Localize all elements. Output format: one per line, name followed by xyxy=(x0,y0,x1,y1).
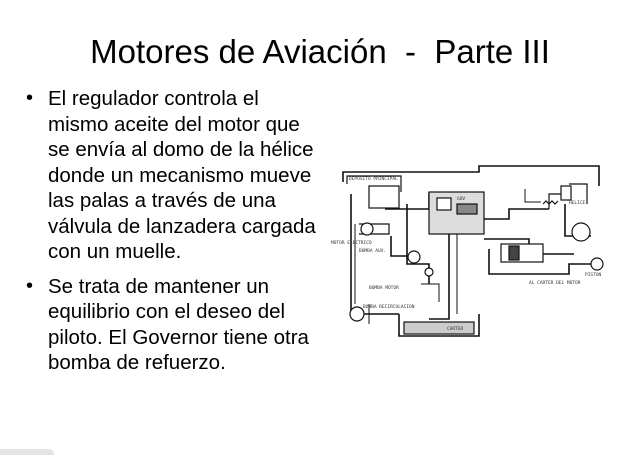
governor-oil-system-diagram xyxy=(329,164,619,341)
electric-pump-shape xyxy=(361,223,373,235)
diagram-label: BOMBA MOTOR xyxy=(369,286,399,291)
diagram-label: DEPOSITO PRINCIPAL xyxy=(349,177,398,182)
bullet-icon: • xyxy=(26,87,34,109)
diagram-label: MOTOR ELECTRICO xyxy=(331,241,372,246)
bullet-text: Se trata de mantener un equilibrio con el deseo del piloto. El Governor tiene otra bomba de refuerzo. xyxy=(48,274,309,374)
diagram-label: AL CARTER DEL MOTOR xyxy=(529,281,581,286)
diagram-label: BOMBA AUX. xyxy=(359,249,387,254)
slide-title: Motores de Aviación - Parte III xyxy=(90,33,550,71)
carter-tank-shape xyxy=(404,322,474,334)
propeller-hub-shape xyxy=(572,223,590,241)
diagram-label: GOV xyxy=(457,197,466,202)
bullet-item xyxy=(22,86,322,265)
recirculation-pump-shape xyxy=(350,307,364,321)
diagram-label: CARTER xyxy=(447,327,464,332)
slide-nav-tab[interactable] xyxy=(0,449,54,455)
diagram-label: BOMBA RECIRCULACION xyxy=(363,305,415,310)
diagram-svg xyxy=(329,164,619,341)
bullet-text: El regulador controla el mismo aceite del motor que se envía al domo de la hélice donde un mecanismo mueve las palas a través de una válvula de lanzadera cargada con un muelle. xyxy=(48,87,316,263)
piston-shape xyxy=(591,258,603,270)
bullet-item xyxy=(22,274,322,376)
diagram-label: HELICE xyxy=(569,201,586,206)
bullet-icon: • xyxy=(26,274,34,297)
cylinder-shape xyxy=(501,244,543,262)
engine-pump-shape xyxy=(408,251,420,263)
bullet-list xyxy=(22,86,322,385)
reservoir-shape xyxy=(369,186,399,208)
diagram-label: PISTON xyxy=(585,273,602,278)
